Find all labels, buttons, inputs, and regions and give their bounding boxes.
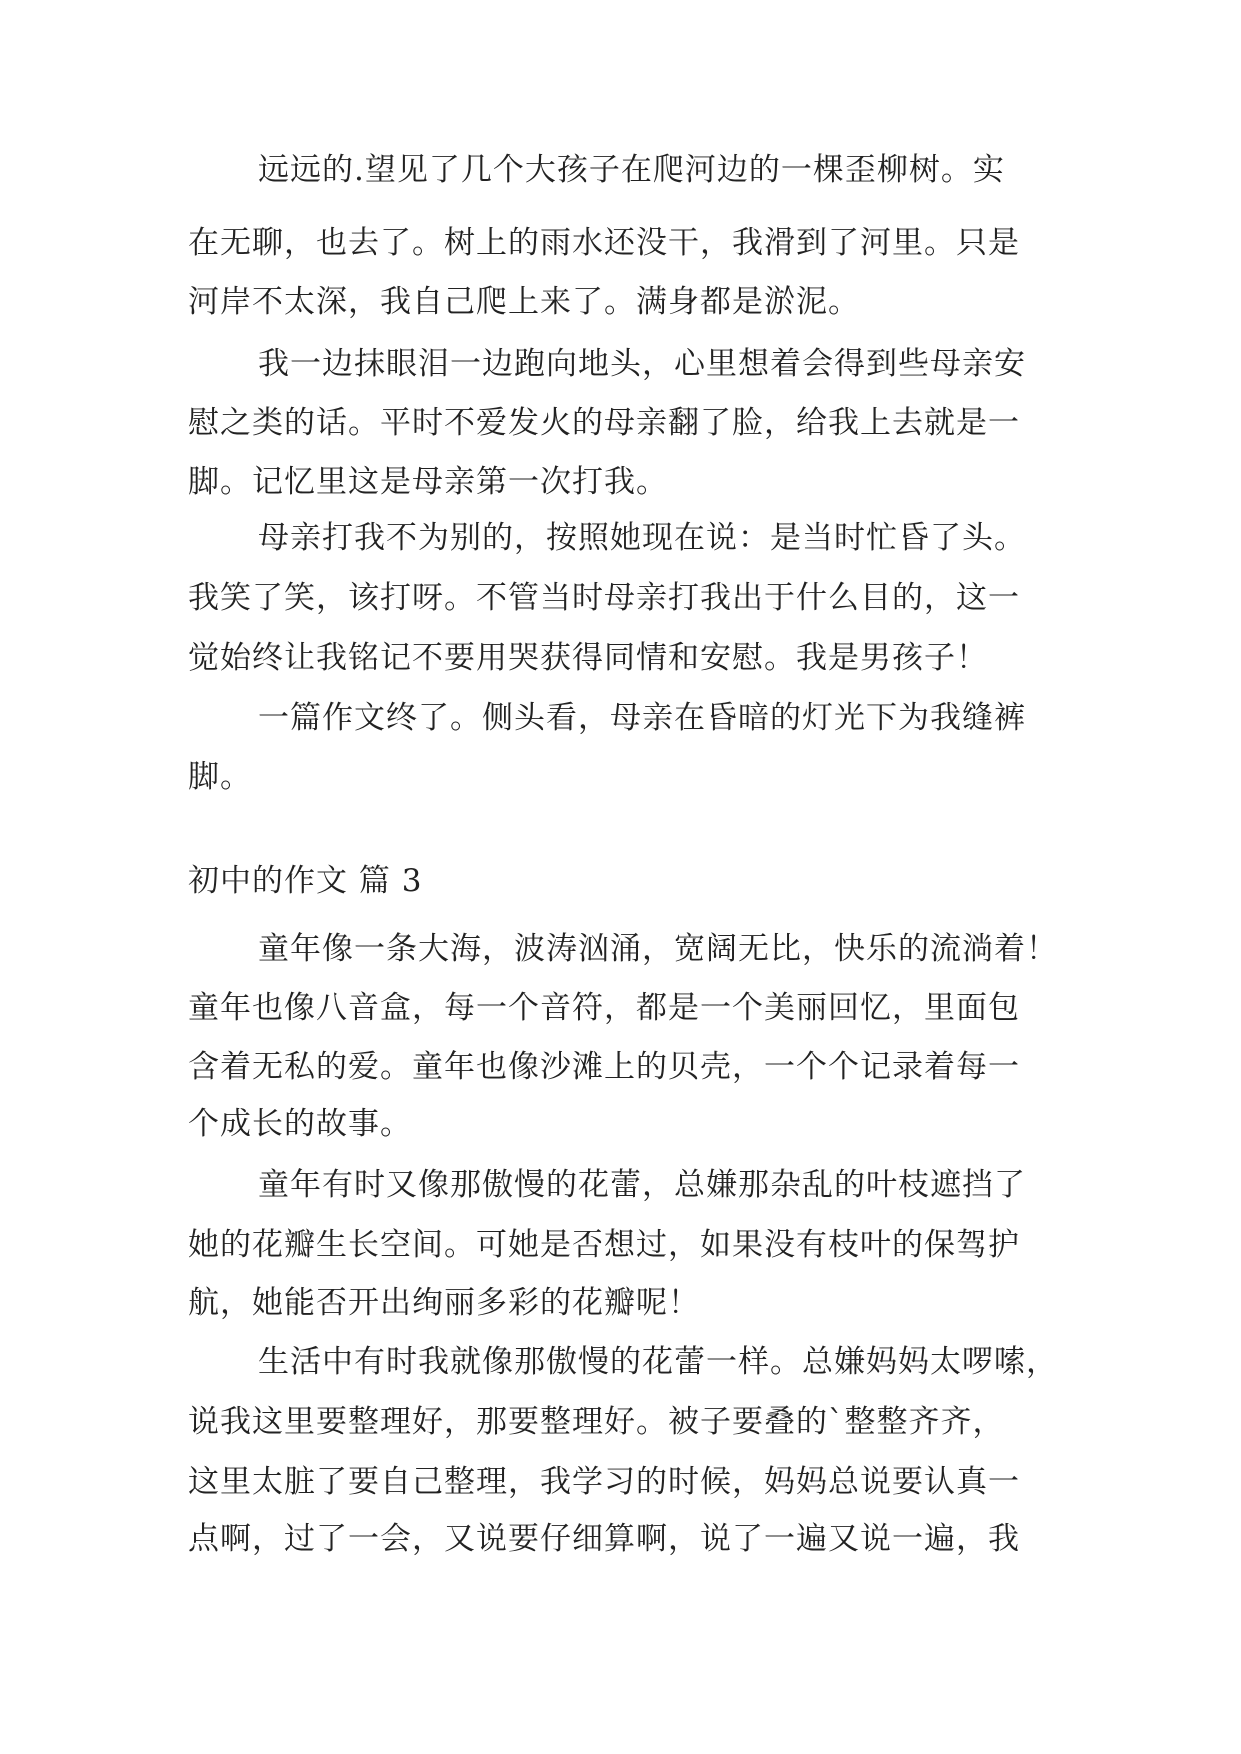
- text-line: 点啊，过了一会，又说要仔细算啊，说了一遍又说一遍，我: [188, 1521, 1020, 1557]
- text-line: 觉始终让我铭记不要用哭获得同情和安慰。我是男孩子！: [188, 640, 988, 676]
- text-line: 脚。: [188, 759, 252, 795]
- text-line: 河岸不太深，我自己爬上来了。满身都是淤泥。: [188, 284, 860, 320]
- text-line: 慰之类的话。平时不爱发火的母亲翻了脸，给我上去就是一: [188, 405, 1020, 441]
- text-line: 远远的.望见了几个大孩子在爬河边的一棵歪柳树。实: [258, 152, 1005, 188]
- text-line: 脚。记忆里这是母亲第一次打我。: [188, 464, 668, 500]
- text-line: 含着无私的爱。童年也像沙滩上的贝壳，一个个记录着每一: [188, 1049, 1020, 1085]
- text-line: 生活中有时我就像那傲慢的花蕾一样。总嫌妈妈太啰嗦，: [258, 1344, 1058, 1380]
- text-line: 这里太脏了要自己整理，我学习的时候，妈妈总说要认真一: [188, 1464, 1020, 1500]
- text-line: 童年像一条大海，波涛汹涌，宽阔无比，快乐的流淌着！: [258, 931, 1058, 967]
- text-line: 航，她能否开出绚丽多彩的花瓣呢！: [188, 1285, 700, 1321]
- text-line: 在无聊，也去了。树上的雨水还没干，我滑到了河里。只是: [188, 225, 1020, 261]
- text-line: 说我这里要整理好，那要整理好。被子要叠的`整整齐齐，: [188, 1404, 1005, 1440]
- text-line: 童年也像八音盒，每一个音符，都是一个美丽回忆，里面包: [188, 990, 1020, 1026]
- text-line: 一篇作文终了。侧头看，母亲在昏暗的灯光下为我缝裤: [258, 700, 1026, 736]
- text-line: 母亲打我不为别的，按照她现在说：是当时忙昏了头。: [258, 520, 1026, 556]
- text-line: 个成长的故事。: [188, 1106, 412, 1142]
- text-line: 她的花瓣生长空间。可她是否想过，如果没有枝叶的保驾护: [188, 1227, 1020, 1263]
- text-line: 童年有时又像那傲慢的花蕾，总嫌那杂乱的叶枝遮挡了: [258, 1167, 1026, 1203]
- text-line: 我一边抹眼泪一边跑向地头，心里想着会得到些母亲安: [258, 346, 1026, 382]
- text-line: 我笑了笑，该打呀。不管当时母亲打我出于什么目的，这一: [188, 580, 1020, 616]
- section-heading: 初中的作文 篇 3: [188, 863, 423, 899]
